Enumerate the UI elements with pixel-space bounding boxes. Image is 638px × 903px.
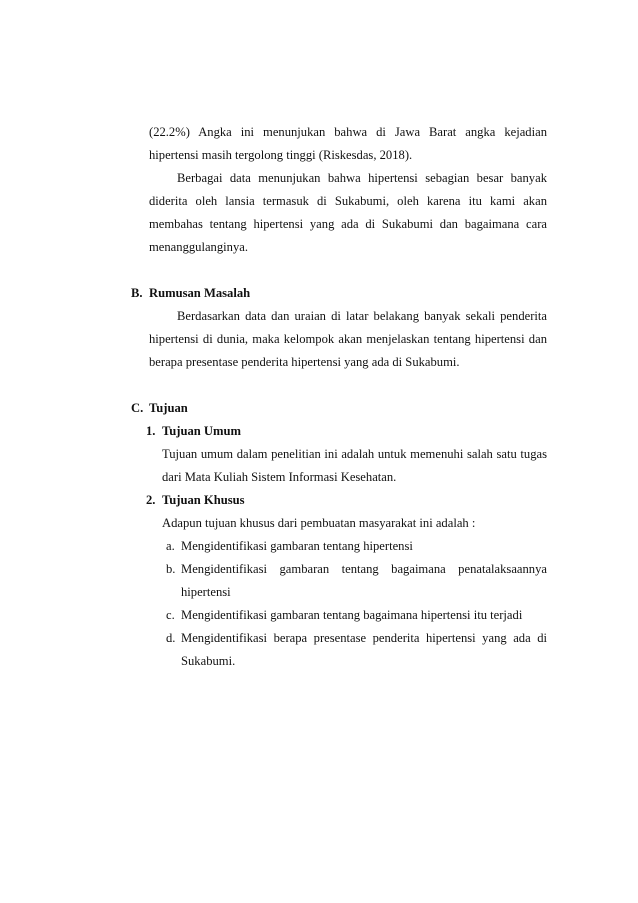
subsection-1-line-1: Tujuan umum dalam penelitian ini adalah untuk memenuhi salah satu tugas bbox=[162, 447, 547, 461]
list-item-c-marker: c. bbox=[166, 608, 175, 622]
list-item-b-line-2: hipertensi bbox=[181, 585, 231, 599]
list-item-d-marker: d. bbox=[166, 631, 176, 645]
section-b-line-3: berapa presentase penderita hipertensi yang ada di Sukabumi. bbox=[149, 355, 460, 369]
list-item-b-line-1: Mengidentifikasi gambaran tentang bagaimana penatalaksaannya bbox=[181, 562, 547, 576]
intro-line-1: (22.2%) Angka ini menunjukan bahwa di Jawa Barat angka kejadian bbox=[149, 125, 547, 139]
list-item-a-line-1: Mengidentifikasi gambaran tentang hipertensi bbox=[181, 539, 413, 553]
section-c-heading: Tujuan bbox=[149, 401, 188, 415]
subsection-2-heading: Tujuan Khusus bbox=[162, 493, 245, 507]
section-c-marker: C. bbox=[131, 401, 144, 415]
subsection-2-marker: 2. bbox=[146, 493, 156, 507]
paragraph2-line-1: Berbagai data menunjukan bahwa hipertensi sebagian besar banyak bbox=[177, 171, 547, 185]
list-item-b-marker: b. bbox=[166, 562, 176, 576]
subsection-1-line-2: dari Mata Kuliah Sistem Informasi Kesehatan. bbox=[162, 470, 397, 484]
subsection-1-heading: Tujuan Umum bbox=[162, 424, 241, 438]
section-b-line-2: hipertensi di dunia, maka kelompok akan menjelaskan tentang hipertensi dan bbox=[149, 332, 547, 346]
section-b-line-1: Berdasarkan data dan uraian di latar belakang banyak sekali penderita bbox=[177, 309, 547, 323]
section-b-heading: Rumusan Masalah bbox=[149, 286, 251, 300]
subsection-2-intro: Adapun tujuan khusus dari pembuatan masyarakat ini adalah : bbox=[162, 516, 476, 530]
list-item-a-marker: a. bbox=[166, 539, 175, 553]
paragraph2-line-2: diderita oleh lansia termasuk di Sukabumi, oleh karena itu kami akan bbox=[149, 194, 547, 208]
paragraph2-line-3: membahas tentang hipertensi yang ada di Sukabumi dan bagaimana cara bbox=[149, 217, 547, 231]
subsection-1-marker: 1. bbox=[146, 424, 156, 438]
section-b-marker: B. bbox=[131, 286, 143, 300]
paragraph2-line-4: menanggulanginya. bbox=[149, 240, 248, 254]
list-item-d-line-2: Sukabumi. bbox=[181, 654, 236, 668]
list-item-d-line-1: Mengidentifikasi berapa presentase penderita hipertensi yang ada di bbox=[181, 631, 547, 645]
intro-line-2: hipertensi masih tergolong tinggi (Riskesdas, 2018). bbox=[149, 148, 413, 162]
list-item-c-line-1: Mengidentifikasi gambaran tentang bagaimana hipertensi itu terjadi bbox=[181, 608, 523, 622]
